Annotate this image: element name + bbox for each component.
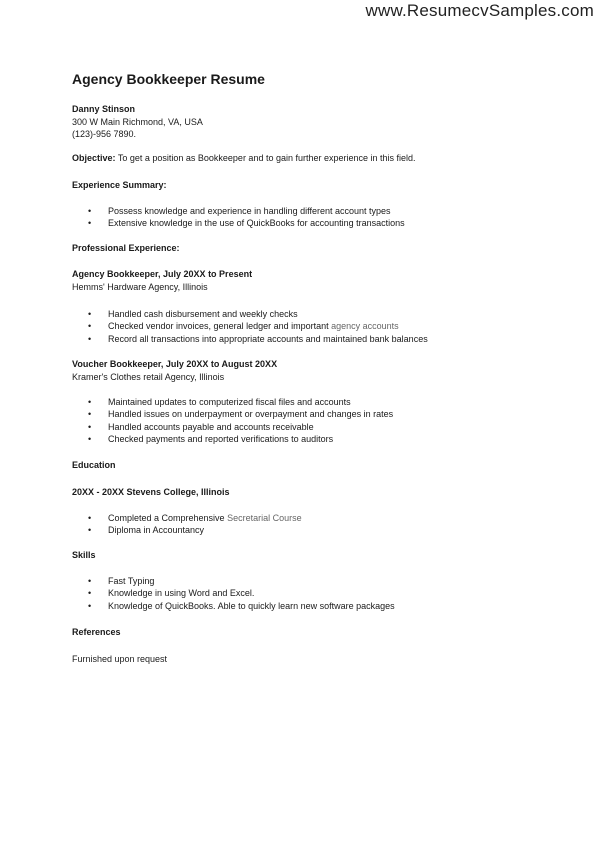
objective-text: To get a position as Bookkeeper and to gain further experience in this field. — [115, 153, 416, 163]
skills-heading: Skills — [72, 550, 96, 560]
objective — [72, 152, 416, 164]
bullet-icon: • — [88, 513, 92, 523]
list-item: • Diploma in Accountancy — [88, 525, 205, 536]
professional-experience-heading: Professional Experience: — [72, 243, 180, 253]
job-title: Voucher Bookkeeper, July 20XX to August 20XX — [72, 359, 278, 369]
objective-label: Objective: — [72, 153, 116, 163]
bullet-icon: • — [88, 588, 92, 599]
education-degree: 20XX - 20XX Stevens College, Illinois — [72, 487, 230, 497]
list-item: • Handled cash disbursement and weekly checks — [88, 309, 298, 319]
education-heading: Education — [72, 460, 116, 470]
list-item: • Possess knowledge and experience in handling different account types — [88, 206, 391, 216]
bullet-icon: • — [88, 309, 92, 319]
bullet-icon: • — [88, 218, 92, 229]
bullet-icon: • — [88, 576, 92, 586]
list-item: • Handled issues on underpayment or overpayment and changes in rates — [88, 409, 394, 420]
job-duties-list — [88, 396, 393, 445]
list-item: • Checked payments and reported verifications to auditors — [88, 433, 334, 444]
contact-address: 300 W Main Richmond, VA, USA — [72, 117, 203, 127]
bullet-icon: • — [88, 433, 92, 444]
list-item: • Extensive knowledge in the use of QuickBooks for accounting transactions — [88, 218, 405, 229]
education-list — [88, 512, 302, 537]
bullet-icon: • — [88, 600, 92, 611]
list-item: • Knowledge of QuickBooks. Able to quickly learn new software packages — [88, 600, 395, 611]
job-duties-list — [88, 308, 428, 345]
bullet-icon: • — [88, 206, 92, 216]
watermark-url: www.ResumecvSamples.com — [365, 1, 594, 20]
bullet-icon: • — [88, 333, 92, 344]
bullet-icon: • — [88, 525, 92, 536]
list-item: • Fast Typing — [88, 576, 155, 586]
secretarial-course-link[interactable]: Secretarial Course — [227, 513, 302, 523]
bullet-icon: • — [88, 321, 92, 332]
experience-summary-list — [88, 205, 405, 230]
bullet-icon: • — [88, 397, 92, 407]
list-item: • Maintained updates to computerized fiscal files and accounts — [88, 397, 351, 407]
job-title: Agency Bookkeeper, July 20XX to Present — [72, 269, 253, 279]
contact-phone: (123)-956 7890. — [72, 129, 137, 139]
contact-name: Danny Stinson — [72, 104, 136, 114]
list-item: • Knowledge in using Word and Excel. — [88, 588, 255, 599]
references-text: Furnished upon request — [72, 654, 168, 664]
job-company: Kramer's Clothes retail Agency, Illinois — [72, 372, 225, 382]
bullet-icon: • — [88, 409, 92, 420]
references-heading: References — [72, 627, 121, 637]
job-company: Hemms' Hardware Agency, Illinois — [72, 282, 208, 292]
list-item: • Record all transactions into appropriate accounts and maintained bank balances — [88, 333, 428, 344]
agency-accounts-link[interactable]: agency accounts — [331, 321, 399, 332]
bullet-icon: • — [88, 421, 92, 432]
list-item: • Handled accounts payable and accounts receivable — [88, 421, 314, 432]
list-item: • Checked vendor invoices, general ledger and important agency accounts — [88, 321, 399, 332]
page-title: Agency Bookkeeper Resume — [72, 71, 265, 87]
list-item: • Completed a Comprehensive Secretarial Course — [88, 513, 302, 523]
skills-list — [88, 575, 395, 612]
experience-summary-heading: Experience Summary: — [72, 180, 167, 190]
